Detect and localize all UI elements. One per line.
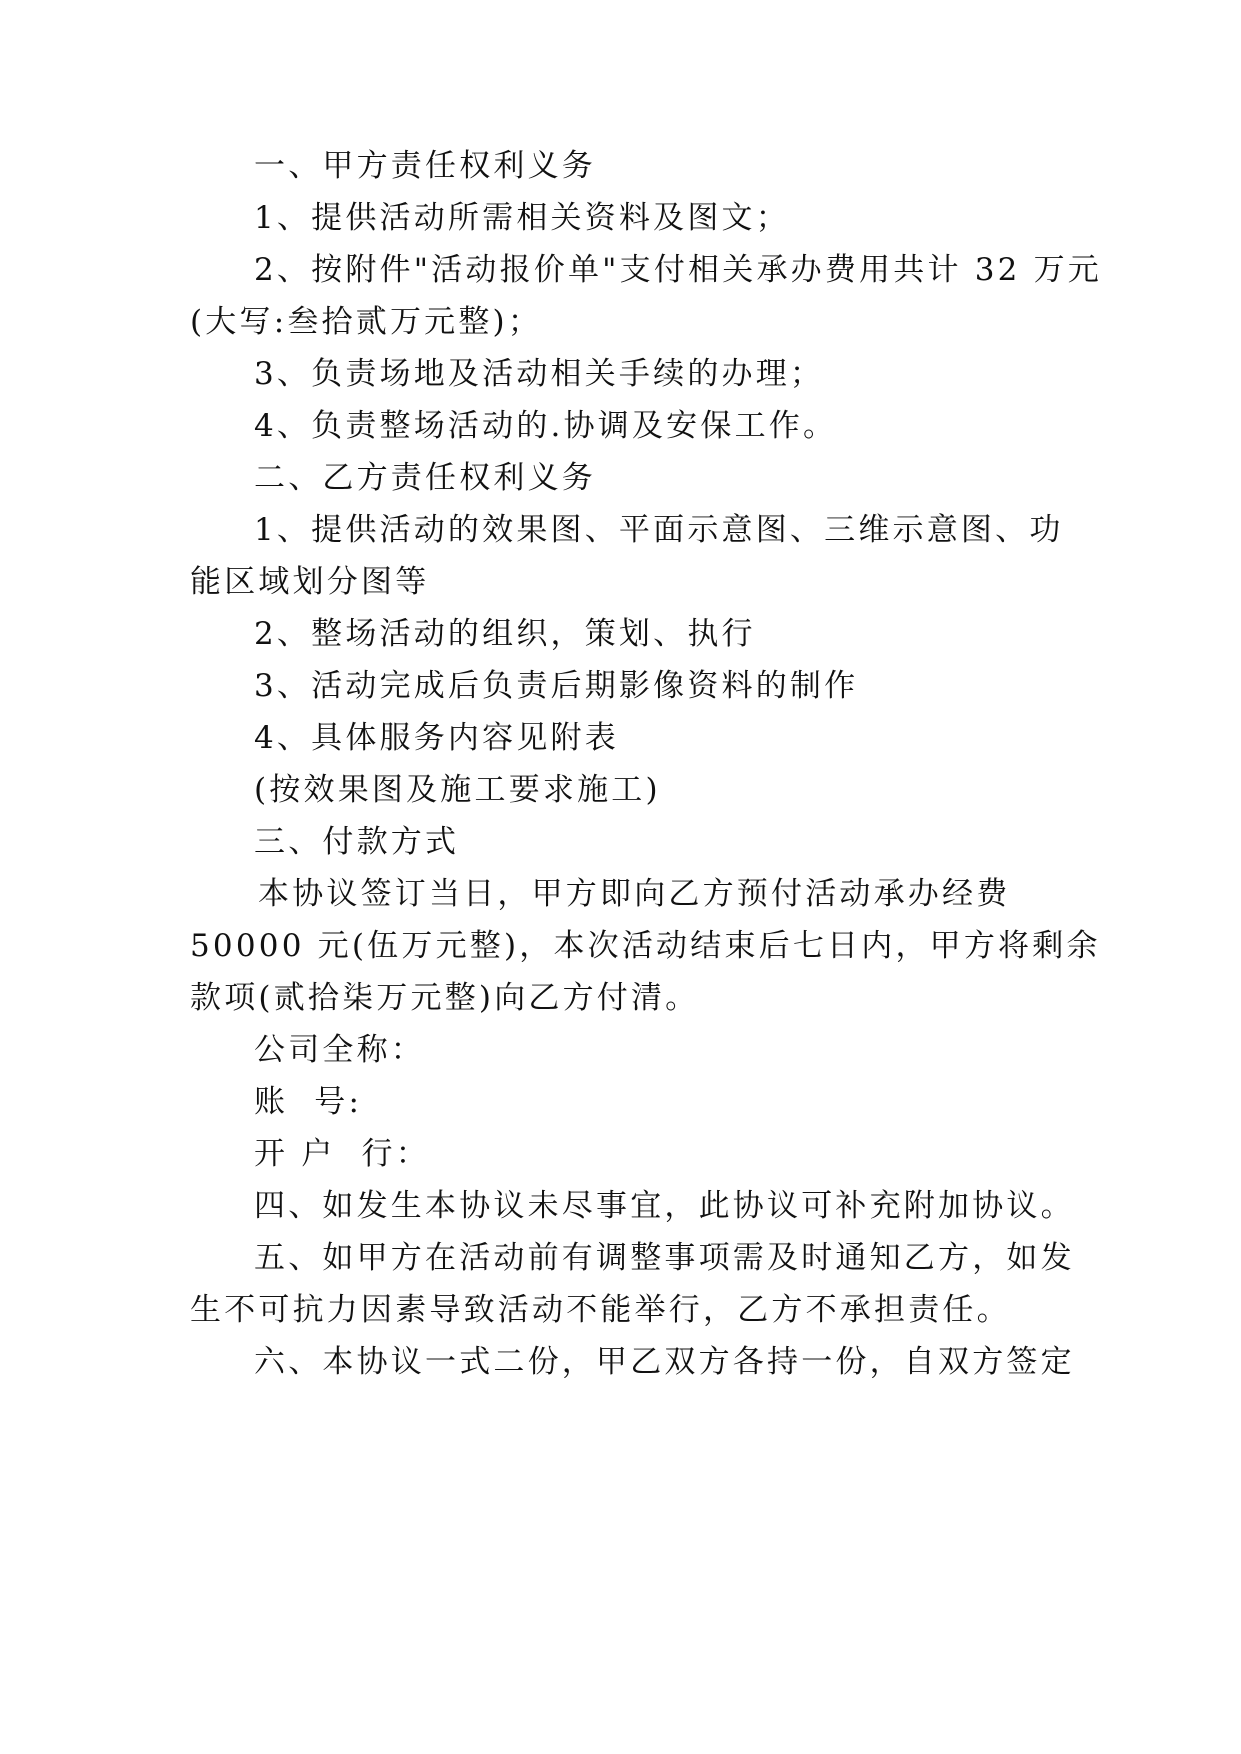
party-b-item-4: 4、具体服务内容见附表 [254,720,619,756]
party-a-item-4: 4、负责整场活动的.协调及安保工作。 [254,408,838,444]
party-a-item-2-continued: (大写:叁拾贰万元整)； [190,304,543,340]
section-heading-party-a: 一、甲方责任权利义务 [254,148,596,184]
account-number-label: 账 号: [254,1084,363,1120]
clause-five-line-1: 五、如甲方在活动前有调整事项需及时通知乙方，如发 [254,1240,1075,1276]
section-heading-payment: 三、付款方式 [254,824,460,860]
payment-paragraph-line-2: 50000 元(伍万元整)，本次活动结束后七日内，甲方将剩余 [190,928,1101,964]
party-a-item-2: 2、按附件"活动报价单"支付相关承办费用共计 32 万元 [254,252,1102,288]
party-b-item-3: 3、活动完成后负责后期影像资料的制作 [254,668,859,704]
clause-four: 四、如发生本协议未尽事宜，此协议可补充附加协议。 [254,1188,1075,1224]
party-b-note: (按效果图及施工要求施工) [254,772,661,808]
party-b-item-1-continued: 能区域划分图等 [190,564,430,600]
party-a-item-3: 3、负责场地及活动相关手续的办理； [254,356,825,392]
party-b-item-2: 2、整场活动的组织，策划、执行 [254,616,756,652]
party-b-item-1: 1、提供活动的效果图、平面示意图、三维示意图、功 [254,512,1064,548]
clause-six-line-1: 六、本协议一式二份，甲乙双方各持一份，自双方签定 [254,1344,1075,1380]
bank-name-label: 开 户 行： [254,1136,430,1172]
payment-paragraph-line-1: 本协议签订当日，甲方即向乙方预付活动承办经费 [258,876,1011,912]
section-heading-party-b: 二、乙方责任权利义务 [254,460,596,496]
company-name-label: 公司全称： [254,1032,425,1068]
clause-five-line-2: 生不可抗力因素导致活动不能举行，乙方不承担责任。 [190,1292,1011,1328]
party-a-item-1: 1、提供活动所需相关资料及图文； [254,200,790,236]
payment-paragraph-line-3: 款项(贰拾柒万元整)向乙方付清。 [190,980,700,1016]
